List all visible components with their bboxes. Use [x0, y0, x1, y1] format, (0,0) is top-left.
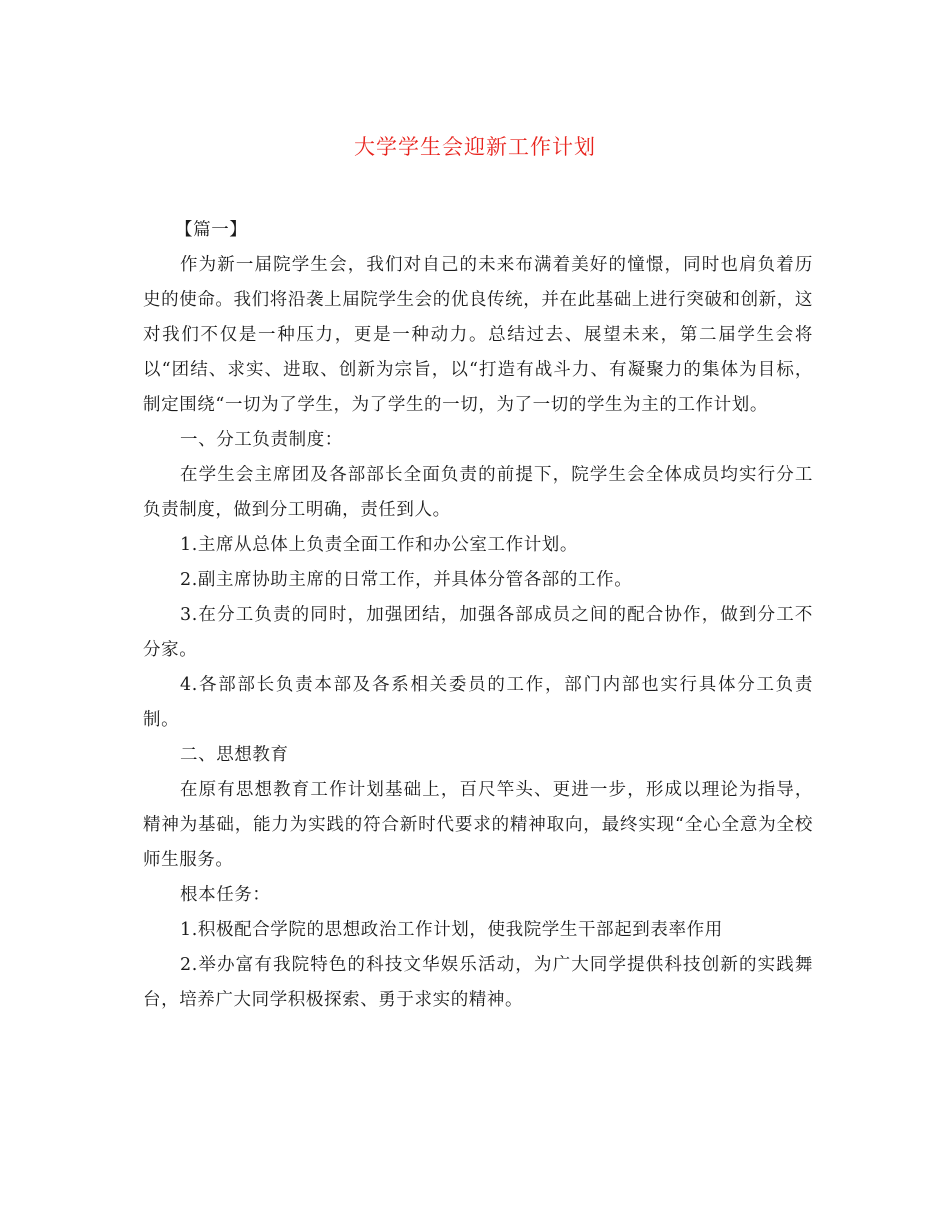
- section-heading-part-one: 【篇一】: [175, 220, 248, 240]
- section-heading-division-of-labor: 一、分工负责制度：: [180, 430, 343, 450]
- list-item-2: 2.副主席协助主席的日常工作，并具体分管各部的工作。: [180, 570, 633, 590]
- document-body: [143, 213, 813, 1018]
- list-item-3: 3.在分工负责的同时，加强团结，加强各部成员之间的配合协作，做到分工不分家。: [143, 605, 813, 660]
- subheading-basic-tasks: 根本任务：: [180, 885, 271, 905]
- ideological-education-paragraph: 在原有思想教育工作计划基础上，百尺竿头、更进一步，形成以理论为指导，精神为基础，能力为实践的符合新时代要求的精神取向，最终实现“全心全意为全校师生服务。: [143, 780, 813, 870]
- list-item-4: 4.各部部长负责本部及各系相关委员的工作，部门内部也实行具体分工负责制。: [143, 675, 813, 730]
- task-item-2: 2.举办富有我院特色的科技文华娱乐活动，为广大同学提供科技创新的实践舞台，培养广大同学积极探索、勇于求实的精神。: [143, 955, 813, 1010]
- task-item-1: 1.积极配合学院的思想政治工作计划，使我院学生干部起到表率作用: [180, 920, 723, 940]
- section-heading-ideological-education: 二、思想教育: [180, 745, 289, 765]
- division-of-labor-paragraph: 在学生会主席团及各部部长全面负责的前提下，院学生会全体成员均实行分工负责制度，做到分工明确，责任到人。: [143, 465, 813, 520]
- list-item-1: 1.主席从总体上负责全面工作和办公室工作计划。: [180, 535, 578, 555]
- intro-paragraph: 作为新一届院学生会，我们对自己的未来布满着美好的憧憬，同时也肩负着历史的使命。我们将沿袭上届院学生会的优良传统，并在此基础上进行突破和创新，这对我们不仅是一种压力，更是一种动力。总结过去、展望未来，第二届学生会将以“团结、求实、进取、创新为宗旨，以“打造有战斗力、有凝聚力的集体为目标，制定围绕“一切为了学生，为了学生的一切，为了一切的学生为主的工作计划。: [143, 255, 813, 415]
- document-title: 大学学生会迎新工作计划: [354, 135, 596, 159]
